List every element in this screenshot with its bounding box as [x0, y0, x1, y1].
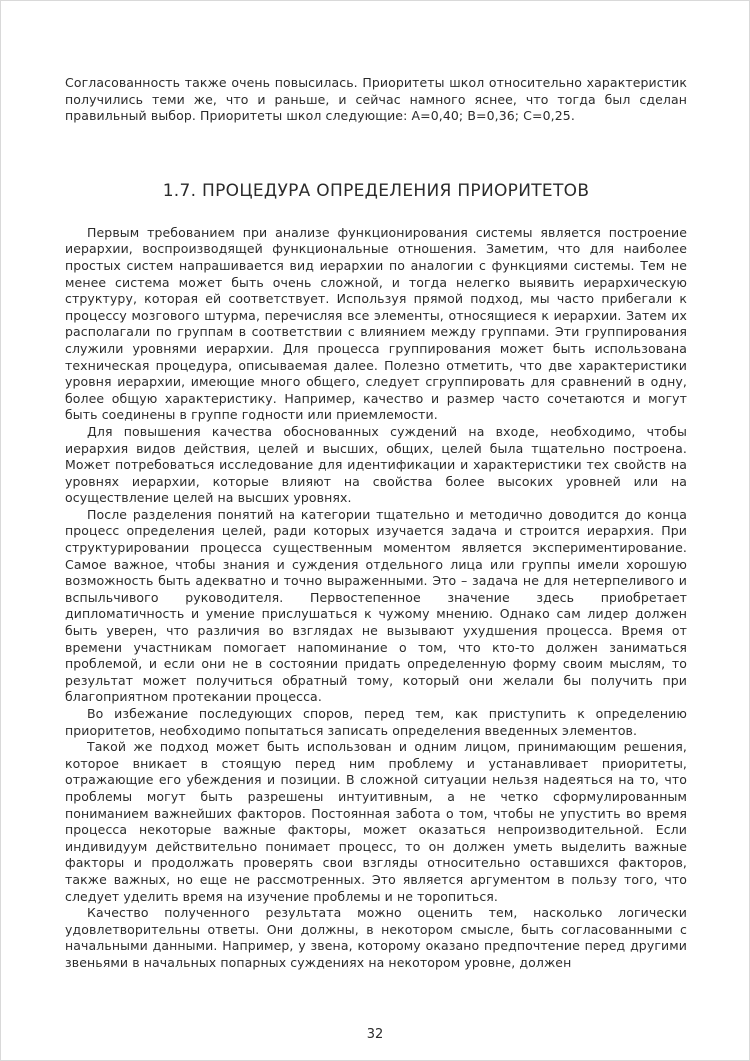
page-number: 32 [366, 1027, 384, 1042]
paragraph: Для повышения качества обоснованных суждений на входе, необходимо, чтобы иерархия видов действия, целей и высших, общих, целей была тщательно построена. Может потребоваться исследование для идентификации и характеристики тех свойств на уровнях иерархии, которые влияют на свойства более высоких уровней или на осуществление целей на высших уровнях. [65, 423, 687, 506]
section-heading: 1.7. ПРОЦЕДУРА ОПРЕДЕЛЕНИЯ ПРИОРИТЕТОВ [162, 180, 590, 201]
paragraph: Первым требованием при анализе функционирования системы является построение иерархии, воспроизводящей функциональные отношения. Заметим, что для наиболее простых систем напрашивается вид иерархии по аналогии с функциями системы. Тем не менее система может быть очень сложной, и тогда нелегко выявить иерархическую структуру, которая ей соответствует. Используя прямой подход, мы часто прибегали к процессу мозгового штурма, перечисляя все элементы, относящиеся к иерархии. Затем их располагали по группам в соответствии с влиянием между группами. Эти группирования служили уровнями иерархии. Для процесса группирования может быть использована техническая процедура, описываемая далее. Полезно отметить, что две характеристики уровня иерархии, имеющие много общего, следует сгруппировать для сравнений в одну, более общую характеристику. Например, качество и размер часто сочетаются и могут быть соединены в группе годности или приемлемости. [65, 224, 687, 423]
paragraph: Во избежание последующих споров, перед тем, как приступить к определению приоритетов, необходимо попытаться записать определения введенных элементов. [65, 706, 687, 738]
paragraph: Качество полученного результата можно оценить тем, насколько логически удовлетворительны ответы. Они должны, в некотором смысле, быть согласованными с начальными данными. Например, у звена, которому оказано предпочтение перед другими звеньями в начальных попарных суждениях на некотором уровне, должен [65, 905, 687, 970]
page-content [65, 75, 687, 972]
body-paragraphs [65, 225, 687, 972]
intro-paragraph: Согласованность также очень повысилась. Приоритеты школ относительно характеристик получились теми же, что и раньше, и сейчас намного яснее, что тогда был сделан правильный выбор. Приоритеты школ следующие: A=0,40; B=0,36; C=0,25. [65, 75, 687, 124]
paragraph: Такой же подход может быть использован и одним лицом, принимающим решения, которое вникает в стоящую перед ним проблему и устанавливает приоритеты, отражающие его убеждения и позиции. В сложной ситуации нельзя надеяться на то, что проблемы могут быть разрешены интуитивным, а не четко сформулированным пониманием важнейших факторов. Постоянная забота о том, чтобы не упустить во время процесса некоторые важные факторы, может оказаться непроизводительной. Если индивидуум действительно понимает процесс, то он должен уметь выделить важные факторы и продолжать проверять свои взгляды относительно оставшихся факторов, также важных, но еще не рассмотренных. Это является аргументом в пользу того, что следует уделить время на изучение проблемы и не торопиться. [65, 739, 687, 904]
paragraph: После разделения понятий на категории тщательно и методично доводится до конца процесс определения целей, ради которых изучается задача и строится иерархия. При структурировании процесса существенным моментом является экспериментирование. Самое важное, чтобы знания и суждения отдельного лица или группы имели хорошую возможность быть адекватно и точно выраженными. Это – задача не для нетерпеливого и вспыльчивого руководителя. Первостепенное значение здесь приобретает дипломатичность и умение прислушаться к чужому мнению. Однако сам лидер должен быть уверен, что различия во взглядах не вызывают ухудшения процесса. Время от времени участникам помогает напоминание о том, что кто-то должен заниматься проблемой, и если они не в состоянии придать определенную форму своим мыслям, то результат может получиться обратный тому, который они желали бы получить при благоприятном протекании процесса. [65, 506, 687, 705]
